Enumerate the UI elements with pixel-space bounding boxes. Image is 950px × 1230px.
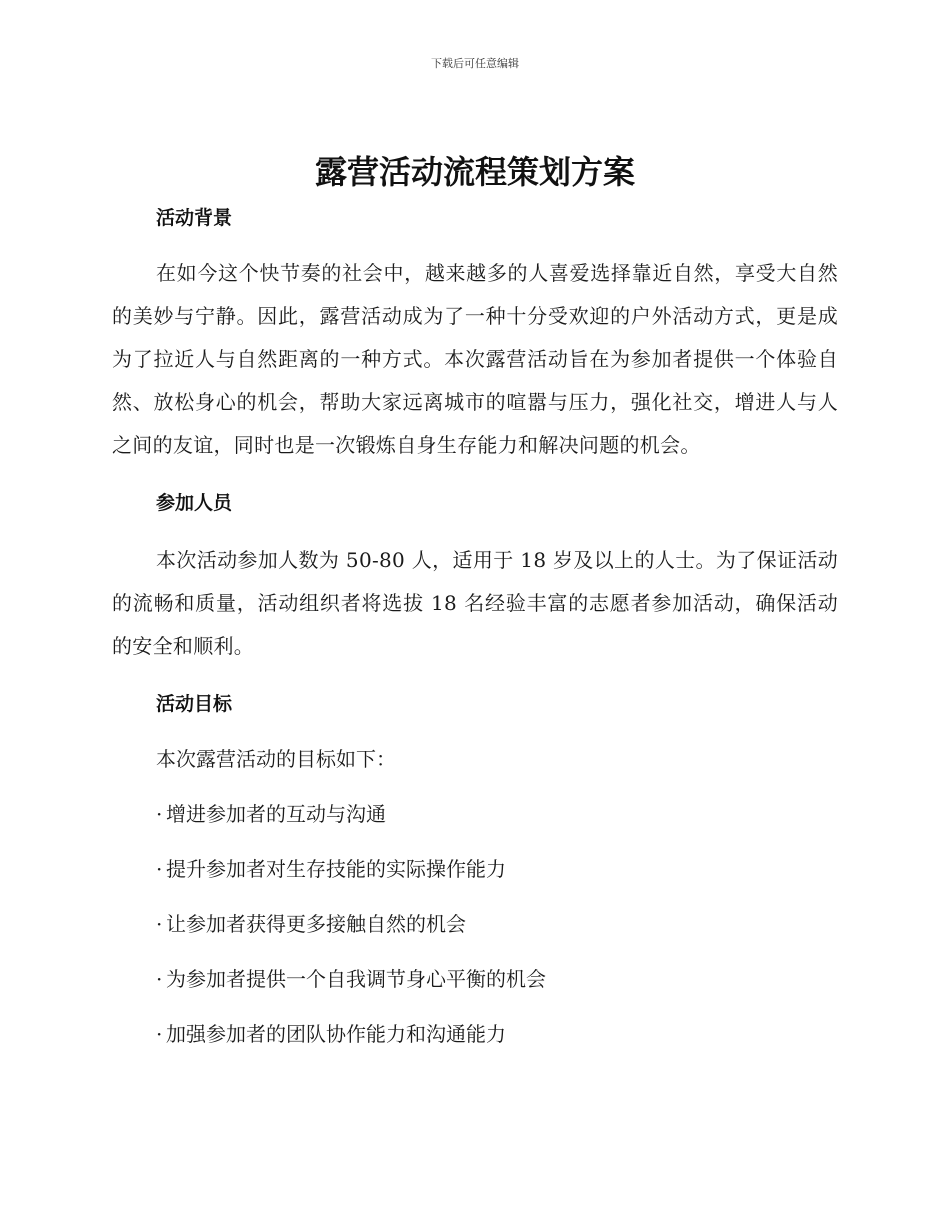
section-goals: [112, 690, 838, 1048]
list-item: · 提升参加者对生存技能的实际操作能力: [156, 857, 506, 881]
participants-paragraph: 本次活动参加人数为 50-80 人，适用于 18 岁及以上的人士。为了保证活动的流畅和质量，活动组织者将选拔 18 名经验丰富的志愿者参加活动，确保活动的安全和顺利。: [112, 548, 838, 658]
list-item: · 增进参加者的互动与沟通: [156, 802, 386, 826]
list-item: · 让参加者获得更多接触自然的机会: [156, 912, 466, 936]
list-item: · 为参加者提供一个自我调节身心平衡的机会: [156, 967, 546, 991]
list-item: · 加强参加者的团队协作能力和沟通能力: [156, 1022, 506, 1046]
section-heading-background: 活动背景: [156, 207, 233, 229]
document-title: 露营活动流程策划方案: [314, 153, 635, 191]
goals-intro: 本次露营活动的目标如下：: [156, 747, 396, 771]
bullet-marker: ·: [156, 912, 163, 936]
section-heading-participants: 参加人员: [156, 492, 233, 514]
bullet-marker: ·: [156, 857, 163, 881]
header-note: 下载后可任意编辑: [431, 57, 519, 70]
background-paragraph: 在如今这个快节奏的社会中，越来越多的人喜爱选择靠近自然，享受大自然的美妙与宁静。因此，露营活动成为了一种十分受欢迎的户外活动方式，更是成为了拉近人与自然距离的一种方式。本次露营活动旨在为参加者提供一个体验自然、放松身心的机会，帮助大家远离城市的喧嚣与压力，强化社交，增进人与人之间的友谊，同时也是一次锻炼自身生存能力和解决问题的机会。: [112, 261, 838, 457]
section-participants: [112, 489, 838, 668]
bullet-marker: ·: [156, 802, 163, 826]
section-background: [112, 204, 838, 467]
bullet-marker: ·: [156, 967, 163, 991]
goals-list: [112, 800, 838, 1048]
document-body: [112, 200, 838, 1075]
section-heading-goals: 活动目标: [156, 693, 233, 715]
bullet-marker: ·: [156, 1022, 163, 1046]
